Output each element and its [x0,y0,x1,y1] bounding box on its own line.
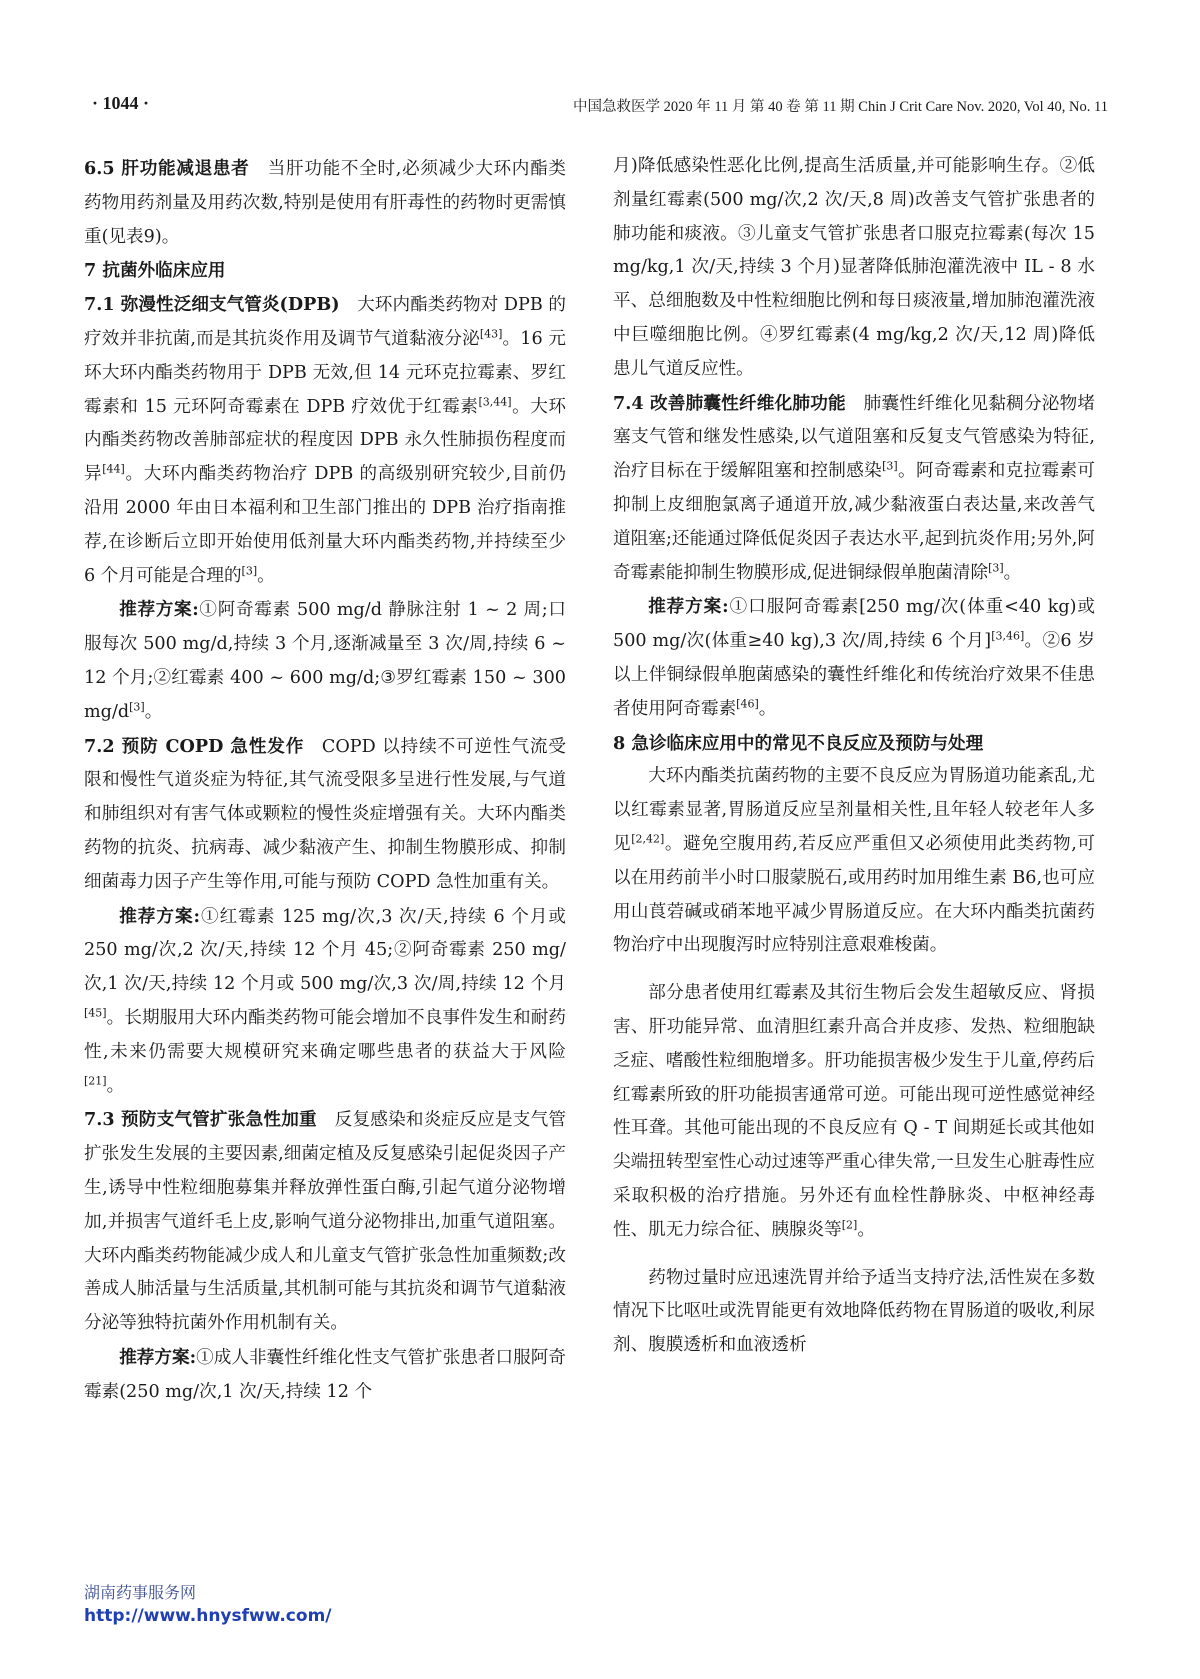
left-column [84,152,566,1409]
paragraph-text: 。②6 岁以上伴铜绿假单胞菌感染的囊性纤维化和传统治疗效果不佳患者使用阿奇霉素 [613,631,1096,719]
paragraph-text: 。 [1003,562,1022,583]
section-heading: 7.1 弥漫性泛细支气管炎(DPB) [84,294,340,316]
citation: [3] [882,459,898,473]
paragraph-8-1 [613,760,1095,963]
section-heading: 7.3 预防支气管扩张急性加重 [84,1109,317,1131]
paragraph-7-4 [613,387,1095,591]
citation: [3] [241,563,258,577]
paragraph-continued [613,150,1095,387]
citation: [21] [84,1073,107,1087]
citation: [43] [479,327,503,341]
recommendation-7-3 [84,1341,566,1410]
paragraph-text: 月)降低感染性恶化比例,提高生活质量,并可能影响生存。②低剂量红霉素(500 mg/次,2 次/天,8 周)改善支气管扩张患者的肺功能和痰液。③儿童支气管扩张患者口服克拉霉素(每次 15 mg/kg,1 次/天,持续 3 个月)显著降低肺泡灌洗液中 IL - 8 水平、总细胞数及中性粒细胞比例和每日痰液量,增加肺泡灌洗液中巨噬细胞比例。④罗红霉素(4 mg/kg,2 次/天,12 周)降低患儿气道反应性。 [613,156,1095,379]
paragraph-8-2 [613,977,1095,1247]
paragraph-text: 当肝功能不全时,必须减少大环内酯类药物用药剂量及用药次数,特别是使用有肝毒性的药物时更需慎重(见表9)。 [84,159,566,247]
citation: [2,42] [631,832,665,846]
paragraph-text: 。大环内酯类药物治疗 DPB 的高级别研究较少,目前仍沿用 2000 年由日本福利和卫生部门推出的 DPB 治疗指南推荐,在诊断后立即开始使用低剂量大环内酯类药物,并持续至少 6 个月可能是合理的 [84,464,566,586]
citation: [3,44] [478,394,512,408]
journal-header: 中国急救医学 2020 年 11 月 第 40 卷 第 11 期 Chin J Crit Care Nov. 2020, Vol 40, No. 11 [572,99,1108,115]
section-heading: 6.5 肝功能减退患者 [84,158,250,179]
section-heading: 7.2 预防 COPD 急性发作 [84,735,305,757]
paragraph-7-2 [84,730,566,900]
recommendation-label: 推荐方案: [119,1346,197,1368]
paragraph-8-3 [613,1262,1095,1363]
paragraph-text: 反复感染和炎症反应是支气管扩张发生发展的主要因素,细菌定植及反复感染引起促炎因子产生,诱导中性粒细胞募集并释放弹性蛋白酶,引起气道分泌物增加,并损害气道纤毛上皮,影响气道分泌物排出,加重气道阻塞。大环内酯类药物能减少成人和儿童支气管扩张急性加重频数;改善成人肺活量与生活质量,其机制可能与其抗炎和调节气道黏液分泌等独特抗菌外作用机制有关。 [84,1110,566,1334]
paragraph-7-1 [84,288,566,593]
recommendation-7-1 [84,593,566,729]
paragraph-7-3 [84,1103,566,1341]
paragraph-text: 大环内酯类药物对 DPB 的疗效并非抗菌,而是其抗炎作用及调节气道黏液分泌 [84,295,567,349]
paragraph-text: 。避免空腹用药,若反应严重但又必须使用此类药物,可以在用药前半小时口服蒙脱石,或用药时加用维生素 B6,也可应用山莨菪碱或硝苯地平减少胃肠道反应。在大环内酯类抗菌药物治疗中出现腹泻时应特别注意艰难梭菌。 [613,833,1095,956]
paragraph-text: 。 [144,701,163,722]
section-heading: 7.4 改善肺囊性纤维化肺功能 [613,392,846,414]
watermark-url[interactable]: http://www.hnysfww.com/ [84,1606,332,1626]
paragraph-text: 。 [106,1075,125,1096]
citation: [3] [988,560,1004,574]
watermark-site-name: 湖南药事服务网 [84,1583,197,1602]
paragraph-text: 。 [758,698,777,719]
citation: [2] [841,1218,858,1232]
paragraph-text: 。 [257,565,275,586]
citation: [3,46] [991,629,1025,643]
paragraph-text: 药物过量时应迅速洗胃并给予适当支持疗法,活性炭在多数情况下比呕吐或洗胃能更有效地降低药物在胃肠道的吸收,利尿剂、腹膜透析和血液透析 [613,1267,1095,1356]
section-heading: 8 急诊临床应用中的常见不良反应及预防与处理 [613,732,984,754]
paragraph-text: 肺囊性纤维化见黏稠分泌物堵塞支气管和继发性感染,以气道阻塞和反复支气管感染为特征,治疗目标在于缓解阻塞和控制感染 [613,393,1095,482]
paragraph-text: 。阿奇霉素和克拉霉素可抑制上皮细胞氯离子通道开放,减少黏液蛋白表达量,来改善气道阻塞;还能通过降低促炎因子表达水平,起到抗炎作用;另外,阿奇霉素能抑制生物膜形成,促进铜绿假单胞菌清除 [613,461,1095,583]
paragraph-text: 。长期服用大环内酯类药物可能会增加不良事件发生和耐药性,未来仍需要大规模研究来确定哪些患者的获益大于风险 [84,1007,566,1062]
recommendation-label: 推荐方案: [119,599,199,621]
paragraph-text: ①口服阿奇霉素[250 mg/次(体重<40 kg)或 500 mg/次(体重≥40 kg),3 次/周,持续 6 个月] [613,597,1095,652]
page-number: · 1044 · [92,93,150,113]
citation: [46] [736,697,759,711]
paragraph-text: 部分患者使用红霉素及其衍生物后会发生超敏反应、肾损害、肝功能异常、血清胆红素升高合并皮疹、发热、粒细胞缺乏症、嗜酸性粒细胞增多。肝功能损害极少发生于儿童,停药后红霉素所致的肝功能损害通常可逆。可能出现可逆性感觉神经性耳聋。其他可能出现的不良反应有 Q - T 间期延长或其他如尖端扭转型室性心动过速等严重心律失常,一旦发生心脏毒性应采取积极的治疗措施。另外还有血栓性静脉炎、中枢神经毒性、肌无力综合征、胰腺炎等 [613,983,1095,1240]
paragraph-text: 。16 元环大环内酯类药物用于 DPB 无效,但 14 元环克拉霉素、罗红霉素和 15 元环阿奇霉素在 DPB 疗效优于红霉素 [84,328,566,417]
paragraph-text: ①成人非囊性纤维化性支气管扩张患者口服阿奇霉素(250 mg/次,1 次/天,持续 12 个 [84,1347,566,1402]
right-column [613,150,1095,1363]
recommendation-7-2 [84,900,566,1104]
paragraph-text: ①阿奇霉素 500 mg/d 静脉注射 1 ~ 2 周;口服每次 500 mg/d,持续 3 个月,逐渐减量至 3 次/周,持续 6 ~ 12 个月;②红霉素 400 ~ 600 mg/d;③罗红霉素 150 ~ 300 mg/d [84,600,566,722]
paragraph-text: 大环内酯类抗菌药物的主要不良反应为胃肠道功能紊乱,尤以红霉素显著,胃肠道反应呈剂量相关性,且年轻人较老年人多见 [613,766,1095,854]
citation: [45] [84,1006,107,1020]
recommendation-label: 推荐方案: [648,596,729,618]
paragraph-text: 。大环内酯类药物改善肺部症状的程度因 DPB 永久性肺损伤程度而异 [84,396,566,485]
citation: [3] [129,700,145,714]
paragraph-text: COPD 以持续不可逆性气流受限和慢性气道炎症为特征,其气流受限多呈进行性发展,与气道和肺组织对有害气体或颗粒的慢性炎症增强有关。大环内酯类药物的抗炎、抗病毒、减少黏液产生、抑制生物膜形成、抑制细菌毒力因子产生等作用,可能与预防 COPD 急性加重有关。 [84,736,566,892]
section-heading: 7 抗菌外临床应用 [84,260,226,282]
paragraph-6-5 [84,152,566,254]
paragraph-text: ①红霉素 125 mg/次,3 次/天,持续 6 个月或 250 mg/次,2 次/天,持续 12 个月 45;②阿奇霉素 250 mg/次,1 次/天,持续 12 个月或 500 mg/次,3 次/周,持续 12 个月 [84,906,566,995]
citation: [44] [102,462,125,476]
paragraph-text: 。 [857,1219,875,1240]
recommendation-7-4 [613,590,1095,726]
recommendation-label: 推荐方案: [119,905,201,927]
